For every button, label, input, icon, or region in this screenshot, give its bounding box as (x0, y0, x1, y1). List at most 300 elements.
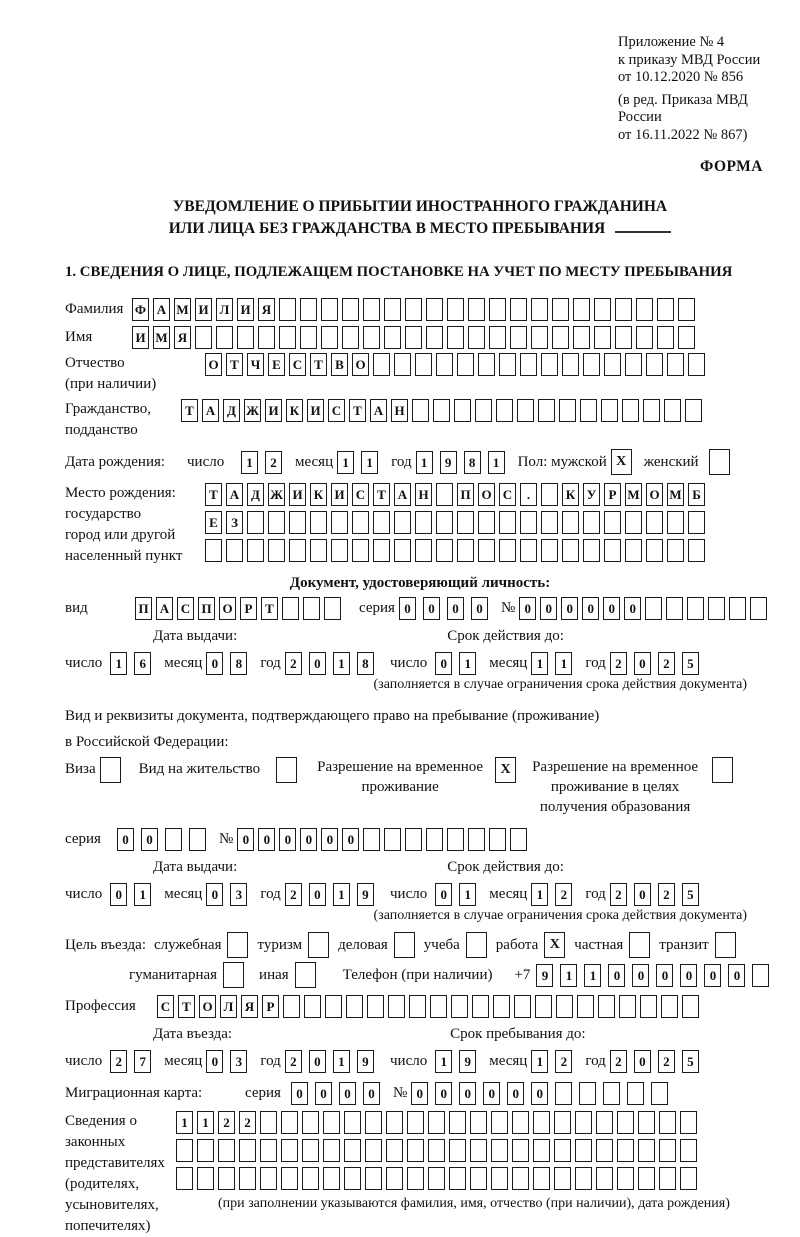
char-cell[interactable]: 9 (357, 1050, 374, 1073)
char-cell[interactable]: 0 (507, 1082, 524, 1105)
char-cell[interactable]: 0 (634, 652, 651, 675)
char-cell[interactable] (688, 511, 705, 534)
char-cell[interactable] (750, 597, 767, 620)
char-cell[interactable] (323, 1167, 340, 1190)
permit-issue-year-input[interactable] (285, 883, 381, 906)
char-cell[interactable]: 0 (728, 964, 745, 987)
char-cell[interactable] (289, 511, 306, 534)
char-cell[interactable]: А (202, 399, 219, 422)
char-cell[interactable] (552, 326, 569, 349)
char-cell[interactable] (344, 1167, 361, 1190)
representatives-input-line1[interactable] (176, 1111, 730, 1134)
char-cell[interactable]: И (195, 298, 212, 321)
char-cell[interactable]: Т (349, 399, 366, 422)
doc-valid-month-input[interactable] (531, 652, 579, 675)
char-cell[interactable]: 1 (459, 883, 476, 906)
char-cell[interactable]: А (226, 483, 243, 506)
char-cell[interactable]: 2 (610, 652, 627, 675)
char-cell[interactable]: Р (240, 597, 257, 620)
char-cell[interactable]: 0 (540, 597, 557, 620)
char-cell[interactable] (666, 597, 683, 620)
char-cell[interactable] (603, 1082, 620, 1105)
entry-month-input[interactable] (206, 1050, 254, 1073)
char-cell[interactable] (331, 511, 348, 534)
char-cell[interactable] (428, 1111, 445, 1134)
char-cell[interactable]: 1 (361, 451, 378, 474)
char-cell[interactable] (436, 539, 453, 562)
permit-issue-month-input[interactable] (206, 883, 254, 906)
char-cell[interactable] (281, 1139, 298, 1162)
char-cell[interactable] (510, 828, 527, 851)
char-cell[interactable] (268, 511, 285, 534)
char-cell[interactable] (555, 1082, 572, 1105)
char-cell[interactable] (300, 326, 317, 349)
char-cell[interactable] (659, 1111, 676, 1134)
char-cell[interactable]: Е (205, 511, 222, 534)
char-cell[interactable] (594, 326, 611, 349)
char-cell[interactable]: 0 (435, 1082, 452, 1105)
migration-number-input[interactable] (411, 1082, 675, 1105)
char-cell[interactable] (638, 1111, 655, 1134)
char-cell[interactable] (541, 483, 558, 506)
char-cell[interactable]: Ж (268, 483, 285, 506)
char-cell[interactable] (239, 1167, 256, 1190)
char-cell[interactable]: 2 (110, 1050, 127, 1073)
char-cell[interactable] (491, 1111, 508, 1134)
char-cell[interactable]: Б (688, 483, 705, 506)
char-cell[interactable]: 1 (176, 1111, 193, 1134)
char-cell[interactable] (499, 539, 516, 562)
char-cell[interactable] (667, 511, 684, 534)
purpose-private-checkbox[interactable] (629, 932, 650, 958)
representatives-input-line2[interactable] (176, 1139, 730, 1162)
char-cell[interactable]: 0 (423, 597, 440, 620)
char-cell[interactable] (659, 1167, 676, 1190)
char-cell[interactable] (573, 326, 590, 349)
char-cell[interactable] (583, 353, 600, 376)
char-cell[interactable] (268, 539, 285, 562)
char-cell[interactable]: 1 (459, 652, 476, 675)
char-cell[interactable] (514, 995, 531, 1018)
char-cell[interactable]: 0 (363, 1082, 380, 1105)
char-cell[interactable] (216, 326, 233, 349)
char-cell[interactable] (538, 399, 555, 422)
char-cell[interactable]: 1 (110, 652, 127, 675)
char-cell[interactable] (510, 326, 527, 349)
char-cell[interactable] (520, 353, 537, 376)
char-cell[interactable] (304, 995, 321, 1018)
char-cell[interactable] (627, 1082, 644, 1105)
char-cell[interactable]: Я (241, 995, 258, 1018)
char-cell[interactable] (352, 511, 369, 534)
char-cell[interactable] (281, 1167, 298, 1190)
char-cell[interactable] (363, 298, 380, 321)
char-cell[interactable]: 0 (309, 1050, 326, 1073)
char-cell[interactable] (321, 326, 338, 349)
char-cell[interactable] (489, 298, 506, 321)
char-cell[interactable] (468, 298, 485, 321)
char-cell[interactable]: 9 (440, 451, 457, 474)
char-cell[interactable]: 0 (258, 828, 275, 851)
char-cell[interactable]: Т (261, 597, 278, 620)
char-cell[interactable]: И (132, 326, 149, 349)
char-cell[interactable]: 1 (560, 964, 577, 987)
char-cell[interactable]: С (352, 483, 369, 506)
char-cell[interactable] (678, 298, 695, 321)
char-cell[interactable]: О (478, 483, 495, 506)
char-cell[interactable]: 2 (658, 1050, 675, 1073)
char-cell[interactable] (604, 511, 621, 534)
char-cell[interactable] (289, 539, 306, 562)
char-cell[interactable]: 0 (279, 828, 296, 851)
char-cell[interactable] (687, 597, 704, 620)
doc-valid-year-input[interactable] (610, 652, 706, 675)
char-cell[interactable]: 0 (206, 883, 223, 906)
char-cell[interactable] (365, 1139, 382, 1162)
char-cell[interactable]: 0 (315, 1082, 332, 1105)
char-cell[interactable] (384, 828, 401, 851)
char-cell[interactable]: Н (391, 399, 408, 422)
char-cell[interactable] (363, 326, 380, 349)
char-cell[interactable]: 3 (230, 1050, 247, 1073)
char-cell[interactable] (386, 1139, 403, 1162)
char-cell[interactable]: Т (226, 353, 243, 376)
char-cell[interactable] (247, 539, 264, 562)
migration-series-input[interactable] (291, 1082, 387, 1105)
char-cell[interactable] (384, 298, 401, 321)
char-cell[interactable] (541, 511, 558, 534)
char-cell[interactable]: Т (310, 353, 327, 376)
char-cell[interactable]: П (457, 483, 474, 506)
doc-issue-day-input[interactable] (110, 652, 158, 675)
temp-permit-edu-checkbox[interactable] (712, 757, 733, 783)
char-cell[interactable] (688, 353, 705, 376)
char-cell[interactable] (615, 298, 632, 321)
char-cell[interactable] (394, 353, 411, 376)
char-cell[interactable]: И (331, 483, 348, 506)
char-cell[interactable]: К (562, 483, 579, 506)
char-cell[interactable] (447, 828, 464, 851)
char-cell[interactable] (638, 1139, 655, 1162)
char-cell[interactable]: 0 (680, 964, 697, 987)
char-cell[interactable]: 0 (237, 828, 254, 851)
char-cell[interactable] (533, 1139, 550, 1162)
char-cell[interactable] (300, 298, 317, 321)
char-cell[interactable] (363, 828, 380, 851)
char-cell[interactable]: 2 (218, 1111, 235, 1134)
char-cell[interactable] (449, 1167, 466, 1190)
char-cell[interactable]: Ф (132, 298, 149, 321)
char-cell[interactable]: 1 (531, 652, 548, 675)
char-cell[interactable] (279, 326, 296, 349)
char-cell[interactable] (468, 326, 485, 349)
permit-number-input[interactable] (237, 828, 531, 851)
char-cell[interactable] (260, 1167, 277, 1190)
char-cell[interactable]: 0 (603, 597, 620, 620)
char-cell[interactable]: 0 (309, 652, 326, 675)
char-cell[interactable]: Т (373, 483, 390, 506)
patronymic-input[interactable] (205, 353, 709, 376)
char-cell[interactable]: 2 (555, 883, 572, 906)
char-cell[interactable] (638, 1167, 655, 1190)
stay-day-input[interactable] (435, 1050, 483, 1073)
char-cell[interactable]: 2 (265, 451, 282, 474)
char-cell[interactable]: 0 (531, 1082, 548, 1105)
birth-place-input-line3[interactable] (205, 539, 709, 562)
char-cell[interactable] (260, 1139, 277, 1162)
char-cell[interactable] (617, 1111, 634, 1134)
char-cell[interactable]: 0 (309, 883, 326, 906)
char-cell[interactable] (604, 539, 621, 562)
char-cell[interactable]: 7 (134, 1050, 151, 1073)
char-cell[interactable] (640, 995, 657, 1018)
char-cell[interactable]: П (198, 597, 215, 620)
char-cell[interactable]: Л (220, 995, 237, 1018)
char-cell[interactable]: М (174, 298, 191, 321)
char-cell[interactable] (457, 539, 474, 562)
char-cell[interactable]: Я (258, 298, 275, 321)
char-cell[interactable] (470, 1167, 487, 1190)
char-cell[interactable]: 5 (682, 1050, 699, 1073)
char-cell[interactable] (468, 828, 485, 851)
char-cell[interactable]: 1 (531, 883, 548, 906)
char-cell[interactable] (531, 326, 548, 349)
char-cell[interactable] (302, 1111, 319, 1134)
char-cell[interactable] (394, 539, 411, 562)
char-cell[interactable] (436, 483, 453, 506)
char-cell[interactable] (367, 995, 384, 1018)
char-cell[interactable] (310, 511, 327, 534)
char-cell[interactable] (176, 1139, 193, 1162)
char-cell[interactable]: 0 (291, 1082, 308, 1105)
char-cell[interactable] (457, 511, 474, 534)
char-cell[interactable]: 1 (333, 1050, 350, 1073)
char-cell[interactable] (667, 539, 684, 562)
char-cell[interactable] (386, 1167, 403, 1190)
residence-permit-checkbox[interactable] (276, 757, 297, 783)
char-cell[interactable]: 1 (531, 1050, 548, 1073)
char-cell[interactable] (577, 995, 594, 1018)
char-cell[interactable]: 0 (704, 964, 721, 987)
char-cell[interactable]: 0 (411, 1082, 428, 1105)
phone-input[interactable] (536, 964, 776, 987)
char-cell[interactable] (451, 995, 468, 1018)
char-cell[interactable]: 1 (241, 451, 258, 474)
char-cell[interactable]: Т (178, 995, 195, 1018)
char-cell[interactable] (680, 1167, 697, 1190)
char-cell[interactable] (258, 326, 275, 349)
char-cell[interactable] (428, 1167, 445, 1190)
char-cell[interactable] (386, 1111, 403, 1134)
char-cell[interactable]: 8 (230, 652, 247, 675)
char-cell[interactable] (625, 511, 642, 534)
char-cell[interactable] (493, 995, 510, 1018)
char-cell[interactable] (218, 1167, 235, 1190)
char-cell[interactable]: 1 (584, 964, 601, 987)
char-cell[interactable]: 2 (610, 1050, 627, 1073)
char-cell[interactable]: Е (268, 353, 285, 376)
char-cell[interactable] (533, 1111, 550, 1134)
char-cell[interactable] (475, 399, 492, 422)
char-cell[interactable] (352, 539, 369, 562)
char-cell[interactable]: Д (223, 399, 240, 422)
char-cell[interactable] (407, 1111, 424, 1134)
char-cell[interactable] (554, 1139, 571, 1162)
char-cell[interactable] (625, 539, 642, 562)
char-cell[interactable]: 0 (459, 1082, 476, 1105)
char-cell[interactable]: А (153, 298, 170, 321)
permit-issue-day-input[interactable] (110, 883, 158, 906)
char-cell[interactable] (281, 1111, 298, 1134)
char-cell[interactable] (651, 1082, 668, 1105)
char-cell[interactable] (342, 326, 359, 349)
char-cell[interactable]: 0 (608, 964, 625, 987)
char-cell[interactable]: 8 (464, 451, 481, 474)
char-cell[interactable]: Я (174, 326, 191, 349)
char-cell[interactable]: 2 (285, 652, 302, 675)
char-cell[interactable] (346, 995, 363, 1018)
char-cell[interactable]: 0 (435, 883, 452, 906)
char-cell[interactable] (596, 1167, 613, 1190)
char-cell[interactable]: И (265, 399, 282, 422)
char-cell[interactable] (415, 539, 432, 562)
char-cell[interactable] (562, 511, 579, 534)
char-cell[interactable] (680, 1139, 697, 1162)
char-cell[interactable]: 2 (610, 883, 627, 906)
char-cell[interactable] (552, 298, 569, 321)
purpose-other-checkbox[interactable] (295, 962, 316, 988)
char-cell[interactable] (324, 597, 341, 620)
char-cell[interactable]: О (352, 353, 369, 376)
char-cell[interactable]: 0 (399, 597, 416, 620)
char-cell[interactable] (415, 353, 432, 376)
char-cell[interactable]: 2 (658, 883, 675, 906)
char-cell[interactable] (556, 995, 573, 1018)
purpose-study-checkbox[interactable] (466, 932, 487, 958)
char-cell[interactable] (279, 298, 296, 321)
char-cell[interactable] (541, 353, 558, 376)
char-cell[interactable]: 0 (519, 597, 536, 620)
char-cell[interactable] (512, 1167, 529, 1190)
char-cell[interactable] (433, 399, 450, 422)
char-cell[interactable]: О (205, 353, 222, 376)
char-cell[interactable] (412, 399, 429, 422)
char-cell[interactable] (457, 353, 474, 376)
char-cell[interactable]: 1 (435, 1050, 452, 1073)
purpose-tourism-checkbox[interactable] (308, 932, 329, 958)
char-cell[interactable] (454, 399, 471, 422)
birth-place-input-line2[interactable] (205, 511, 709, 534)
char-cell[interactable] (409, 995, 426, 1018)
char-cell[interactable]: З (226, 511, 243, 534)
char-cell[interactable]: 1 (488, 451, 505, 474)
char-cell[interactable] (283, 995, 300, 1018)
birth-day-input[interactable] (241, 451, 289, 474)
char-cell[interactable]: 0 (561, 597, 578, 620)
char-cell[interactable]: М (667, 483, 684, 506)
char-cell[interactable] (512, 1111, 529, 1134)
char-cell[interactable]: Т (205, 483, 222, 506)
char-cell[interactable] (646, 511, 663, 534)
char-cell[interactable] (373, 539, 390, 562)
char-cell[interactable] (489, 828, 506, 851)
temp-permit-checkbox[interactable]: X (495, 757, 516, 783)
char-cell[interactable] (617, 1139, 634, 1162)
char-cell[interactable] (447, 326, 464, 349)
char-cell[interactable] (491, 1139, 508, 1162)
char-cell[interactable] (478, 353, 495, 376)
visa-checkbox[interactable] (100, 757, 121, 783)
char-cell[interactable] (436, 511, 453, 534)
char-cell[interactable] (510, 298, 527, 321)
char-cell[interactable]: П (135, 597, 152, 620)
char-cell[interactable] (447, 298, 464, 321)
char-cell[interactable] (596, 1139, 613, 1162)
char-cell[interactable] (205, 539, 222, 562)
entry-day-input[interactable] (110, 1050, 158, 1073)
char-cell[interactable]: 0 (624, 597, 641, 620)
char-cell[interactable] (323, 1111, 340, 1134)
char-cell[interactable]: 0 (435, 652, 452, 675)
char-cell[interactable] (388, 995, 405, 1018)
doc-issue-month-input[interactable] (206, 652, 254, 675)
char-cell[interactable] (535, 995, 552, 1018)
char-cell[interactable]: С (289, 353, 306, 376)
char-cell[interactable] (580, 399, 597, 422)
char-cell[interactable] (384, 326, 401, 349)
char-cell[interactable]: 0 (656, 964, 673, 987)
char-cell[interactable]: К (286, 399, 303, 422)
char-cell[interactable]: 0 (342, 828, 359, 851)
char-cell[interactable] (601, 399, 618, 422)
char-cell[interactable]: 1 (337, 451, 354, 474)
char-cell[interactable] (176, 1167, 193, 1190)
char-cell[interactable]: 6 (134, 652, 151, 675)
char-cell[interactable] (344, 1139, 361, 1162)
char-cell[interactable] (449, 1139, 466, 1162)
name-input[interactable] (132, 326, 699, 349)
char-cell[interactable] (512, 1139, 529, 1162)
char-cell[interactable]: 5 (682, 652, 699, 675)
char-cell[interactable] (541, 539, 558, 562)
char-cell[interactable]: К (310, 483, 327, 506)
char-cell[interactable]: С (177, 597, 194, 620)
char-cell[interactable]: Ч (247, 353, 264, 376)
purpose-transit-checkbox[interactable] (715, 932, 736, 958)
char-cell[interactable] (282, 597, 299, 620)
char-cell[interactable]: 9 (357, 883, 374, 906)
char-cell[interactable] (531, 298, 548, 321)
representatives-input-line3[interactable] (176, 1167, 730, 1190)
char-cell[interactable] (583, 511, 600, 534)
char-cell[interactable] (405, 326, 422, 349)
char-cell[interactable] (520, 511, 537, 534)
char-cell[interactable] (491, 1167, 508, 1190)
char-cell[interactable] (562, 353, 579, 376)
char-cell[interactable] (646, 539, 663, 562)
char-cell[interactable]: Т (181, 399, 198, 422)
char-cell[interactable] (554, 1111, 571, 1134)
char-cell[interactable] (636, 326, 653, 349)
char-cell[interactable]: А (156, 597, 173, 620)
char-cell[interactable] (657, 326, 674, 349)
char-cell[interactable]: М (153, 326, 170, 349)
char-cell[interactable] (197, 1167, 214, 1190)
char-cell[interactable]: 9 (536, 964, 553, 987)
char-cell[interactable] (708, 597, 725, 620)
char-cell[interactable]: . (520, 483, 537, 506)
char-cell[interactable] (325, 995, 342, 1018)
